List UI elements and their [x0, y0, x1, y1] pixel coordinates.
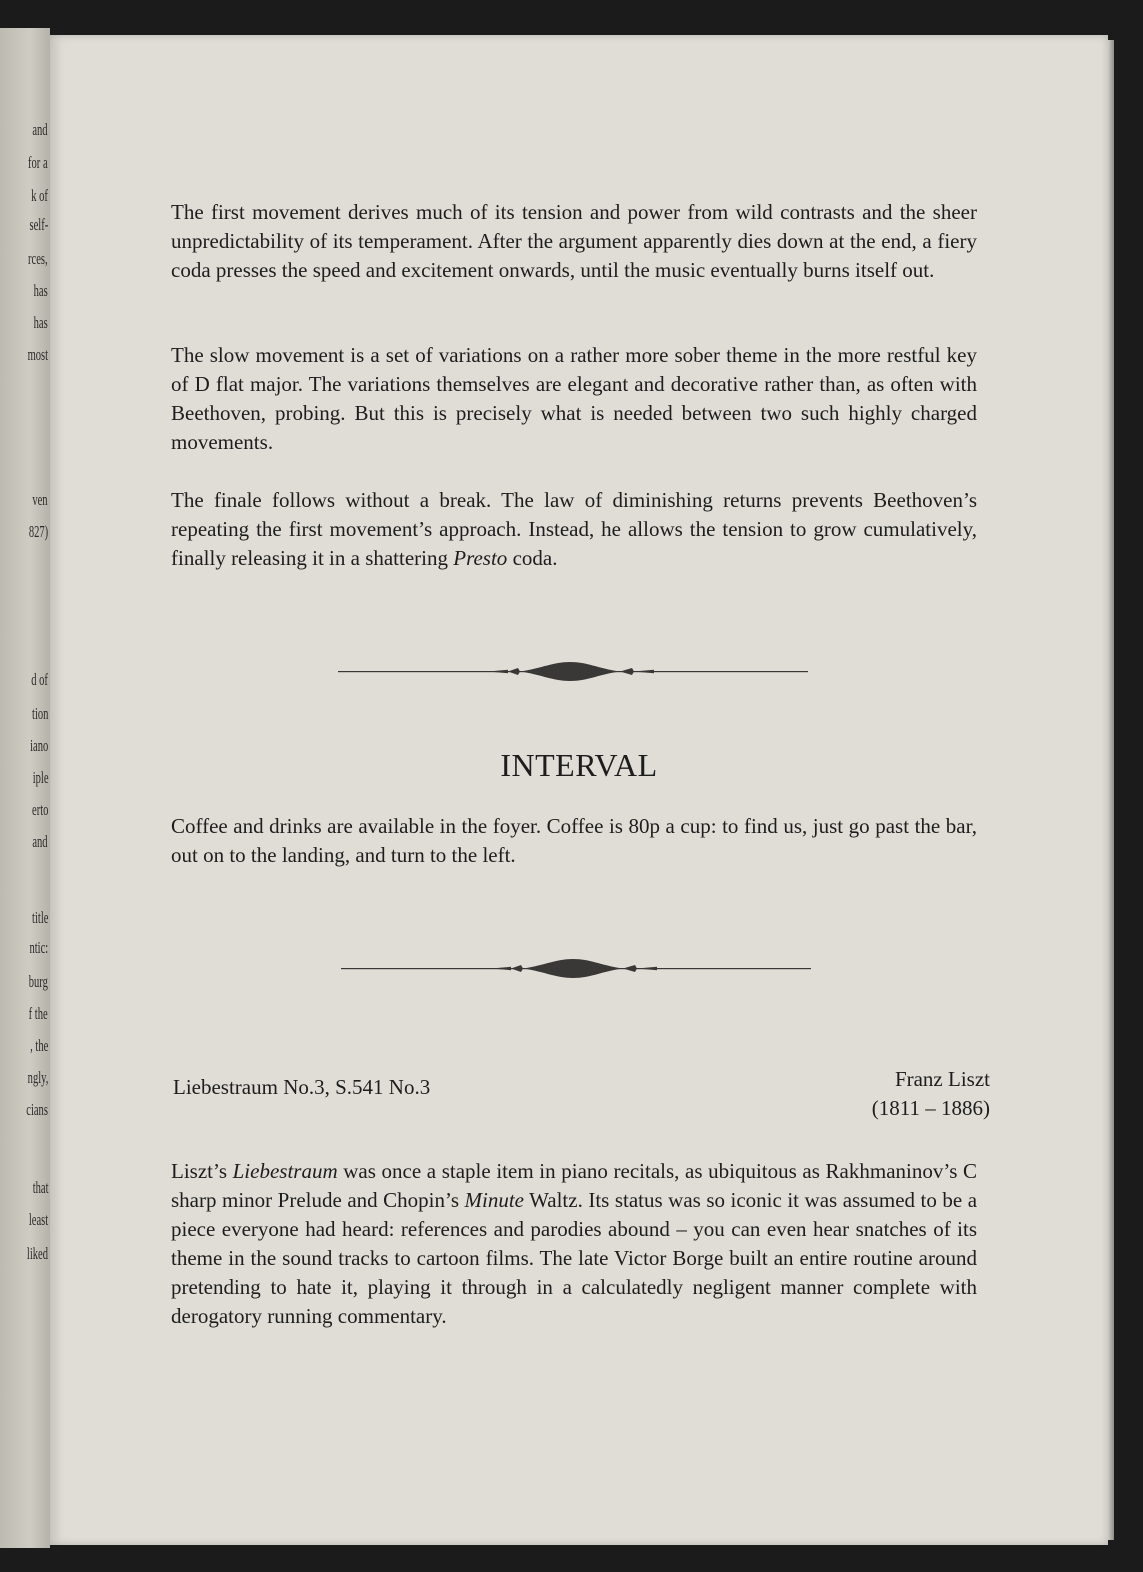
program-page: [50, 35, 1108, 1545]
facing-page-fragment: least: [28, 1210, 48, 1229]
composer-name: Franz Liszt: [894, 1067, 990, 1091]
piece-title: Liebestraum No.3, S.541 No.3: [173, 1075, 431, 1099]
interval-heading: INTERVAL: [500, 747, 658, 783]
facing-page-fragment: liked: [26, 1244, 48, 1263]
facing-page-fragment: tion: [31, 704, 48, 723]
facing-page-fragment: iple: [32, 768, 48, 787]
facing-page-fragment: and: [32, 832, 48, 851]
facing-page-fragment: 827): [28, 522, 48, 541]
facing-page-fragment: k of: [31, 186, 48, 205]
paragraph-finale: The finale follows without a break. The law of diminishing returns prevents Beethoven’s repeating the first movement’s approach. Instead, he allows the tension to grow cumulatively, finally releasing it in a shattering Presto coda.: [171, 488, 977, 570]
facing-page-fragment: has: [33, 281, 48, 300]
paragraph-slow-movement: The slow movement is a set of variations on a rather more sober theme in the more restful key of D flat major. The variations themselves are elegant and decorative rather than, as often with Beethoven, probing. But this is precisely what is needed between two such highly charged movements.: [171, 343, 977, 454]
facing-page-fragment: iano: [29, 736, 48, 755]
facing-page-fragment: self-: [29, 215, 48, 234]
flourish-ornament-icon: [338, 662, 808, 681]
facing-page-fragment: title: [31, 908, 48, 927]
composer-block: [872, 1065, 990, 1123]
facing-page-fragment: and: [32, 120, 48, 139]
facing-page-fragment: that: [32, 1178, 48, 1197]
facing-page-fragment: burg: [28, 972, 48, 991]
facing-page-fragment: rces,: [28, 249, 48, 268]
facing-page-fragment: d of: [31, 670, 48, 689]
facing-page-fragment: erto: [31, 800, 48, 819]
paragraph-first-movement: The first movement derives much of its tension and power from wild contrasts and the sheer unpredictability of its temperament. After the argument apparently dies down at the end, a fiery coda presses the speed and excitement onwards, until the music eventually burns itself out.: [171, 200, 977, 282]
facing-page-fragment: ngly,: [27, 1068, 48, 1087]
facing-page-fragment: , the: [29, 1036, 48, 1055]
interval-text: Coffee and drinks are available in the foyer. Coffee is 80p a cup: to find us, just go past the bar, out on to the landing, and turn to the left.: [171, 814, 977, 867]
ornamental-divider-bottom: [341, 957, 811, 981]
composer-dates: (1811 – 1886): [871, 1096, 990, 1120]
paragraph-liebestraum: Liszt’s Liebestraum was once a staple item in piano recitals, as ubiquitous as Rakhmaninov’s C sharp minor Prelude and Chopin’s Minute Waltz. Its status was so iconic it was assumed to be a piece everyone had heard: references and parodies abound – you can even hear snatches of its theme in the sound tracks to cartoon films. The late Victor Borge built an entire routine around pretending to hate it, playing it through in a calculatedly negligent manner complete with derogatory running commentary.: [171, 1159, 978, 1328]
facing-page-fragment: for a: [28, 153, 48, 172]
page-stack-edge: [1108, 40, 1114, 1540]
facing-page-fragment: has: [33, 313, 48, 332]
facing-page-fragment: most: [27, 345, 48, 364]
ornamental-divider-top: [338, 660, 808, 684]
facing-page-edge: [0, 28, 50, 1548]
flourish-ornament-icon: [341, 959, 811, 978]
facing-page-fragment: f the: [28, 1004, 48, 1023]
facing-page-fragment: ntic:: [29, 938, 48, 957]
facing-page-fragment: ven: [32, 490, 48, 509]
facing-page-fragment: cians: [26, 1100, 48, 1119]
